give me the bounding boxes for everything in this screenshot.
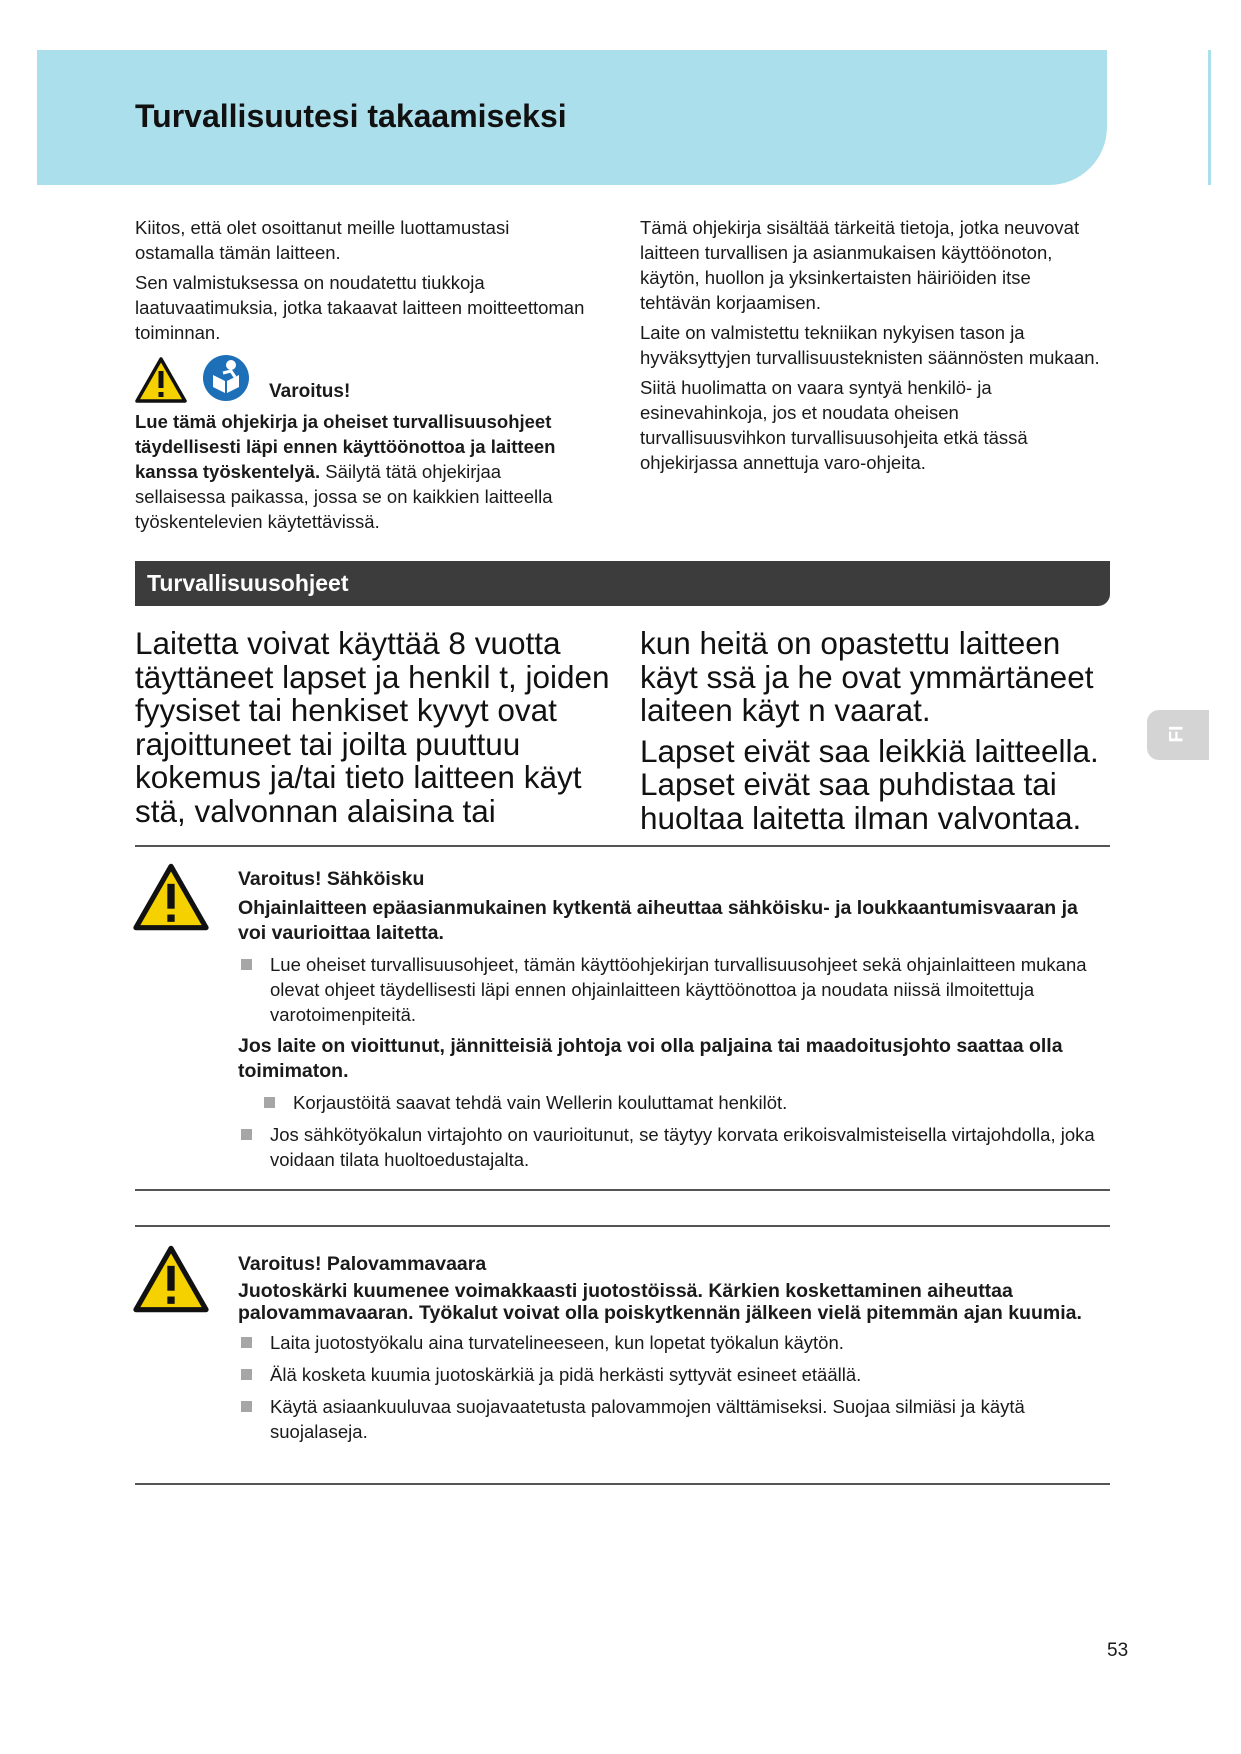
read-manual-icon — [201, 353, 251, 403]
warning-bold-text: Lue tämä ohjekirja ja oheiset turvallisuusohjeet täydellisesti läpi ennen käyttöönottoa ja laitteen kanssa työskentelyä. — [135, 411, 556, 482]
divider — [135, 1189, 1110, 1191]
square-bullet-icon — [241, 1129, 252, 1140]
bullet-list — [238, 1090, 1098, 1172]
square-bullet-icon — [241, 1401, 252, 1412]
warning-rest-text: Säilytä tätä ohjekirjaa sellaisessa paikassa, jossa se on kaikkien laitteella työskentelevien käytettävissä. — [135, 461, 553, 532]
burn-warning-bold: Juotoskärki kuumenee voimakkaasti juotostöissä. Kärkien koskettaminen aiheuttaa palovammavaaran. Työkalut voivat olla poiskytkennän jälkeen vielä pitemmän ajan kuumia. — [238, 1280, 1082, 1324]
large-text-left — [135, 627, 615, 828]
burn-warning-block — [238, 1253, 1098, 1451]
list-item: Korjaustöitä saavat tehdä vain Wellerin kouluttamat henkilöt. — [238, 1090, 1098, 1115]
square-bullet-icon — [241, 1337, 252, 1348]
shock-warning-block — [238, 868, 1098, 1179]
shock-warning-title: Varoitus! Sähköisku — [238, 868, 425, 890]
large-paragraph: Lapset eivät saa leikkiä laitteella. Lapset eivät saa puhdistaa tai huoltaa laitetta ilman valvontaa. — [640, 732, 1099, 836]
list-item: Lue oheiset turvallisuusohjeet, tämän käyttöohjekirjan turvallisuusohjeet sekä ohjainlaitteen mukana olevat ohjeet täydellisesti läpi ennen ohjainlaitteen käyttöönottoa ja noudata niissä ilmoitettuja varotoimenpiteitä. — [238, 952, 1098, 1027]
large-paragraph: kun heitä on opastettu laitteen käyt ssä ja he ovat ymmärtäneet laiteen käyt n vaarat. — [640, 625, 1094, 728]
shock-warning-bold: Jos laite on vioittunut, jännitteisiä johtoja voi olla paljaina tai maadoitusjohto saattaa olla toimimaton. — [238, 1035, 1063, 1082]
large-paragraph: Laitetta voivat käyttää 8 vuotta täyttäneet lapset ja henkil t, joiden fyysiset tai henkiset kyvyt ovat rajoittuneet tai joilta puuttuu kokemus ja/tai tieto laitteen käyt stä, valvonnan alaisina tai — [135, 625, 610, 829]
section-heading-bar: Turvallisuusohjeet — [135, 561, 1110, 606]
page-number: 53 — [1107, 1640, 1129, 1661]
language-tab-label: FI — [1166, 725, 1188, 743]
bullet-list — [238, 952, 1098, 1027]
intro-paragraph: Siitä huolimatta on vaara syntyä henkilö- ja esinevahinkoja, jos et noudata oheisen turvallisuusvihkon turvallisuusohjeita etkä tässä ohjekirjassa annettuja varo-ohjeita. — [640, 377, 1028, 473]
list-item: Älä kosketa kuumia juotoskärkiä ja pidä herkästi syttyvät esineet etäällä. — [238, 1362, 1098, 1387]
warning-triangle-icon — [135, 357, 187, 403]
burn-warning-title: Varoitus! Palovammavaara — [238, 1253, 487, 1275]
language-tab — [1147, 710, 1209, 760]
square-bullet-icon — [241, 1369, 252, 1380]
shock-warning-bold: Ohjainlaitteen epäasianmukainen kytkentä aiheuttaa sähköisku- ja loukkaantumisvaaran ja voi vaurioittaa laitetta. — [238, 897, 1078, 944]
bullet-list — [238, 1330, 1098, 1444]
warning-icons-row — [135, 353, 590, 403]
intro-paragraph: Kiitos, että olet osoittanut meille luottamustasi ostamalla tämän laitteen. — [135, 217, 510, 263]
warning-triangle-icon — [133, 1245, 209, 1313]
header-edge-line — [1208, 50, 1211, 185]
intro-left-column — [135, 215, 590, 539]
list-item: Jos sähkötyökalun virtajohto on vaurioitunut, se täytyy korvata erikoisvalmisteisella virtajohdolla, joka voidaan tilata huoltoedustajalta. — [238, 1122, 1098, 1172]
warning-label: Varoitus! — [269, 381, 351, 402]
list-item: Laita juotostyökalu aina turvatelineeseen, kun lopetat työkalun käytön. — [238, 1330, 1098, 1355]
warning-paragraph — [135, 409, 590, 534]
intro-paragraph: Laite on valmistettu tekniikan nykyisen tason ja hyväksyttyjen turvallisuusteknisten säännösten mukaan. — [640, 322, 1100, 368]
warning-triangle-icon — [133, 863, 209, 931]
square-bullet-icon — [241, 959, 252, 970]
divider — [135, 845, 1110, 847]
intro-paragraph: Tämä ohjekirja sisältää tärkeitä tietoja, jotka neuvovat laitteen turvallisen ja asianmukaisen käyttöönoton, käytön, huollon ja yksinkertaisten häiriöiden itse tehtävän korjaamisen. — [640, 217, 1080, 313]
square-bullet-icon — [264, 1097, 275, 1108]
intro-right-column — [640, 215, 1105, 480]
page-title: Turvallisuutesi takaamiseksi — [135, 98, 567, 134]
list-item: Käytä asiaankuuluvaa suojavaatetusta palovammojen välttämiseksi. Suojaa silmiäsi ja käytä suojalaseja. — [238, 1394, 1098, 1444]
divider — [135, 1225, 1110, 1227]
intro-paragraph: Sen valmistuksessa on noudatettu tiukkoja laatuvaatimuksia, jotka takaavat laitteen moitteettoman toiminnan. — [135, 272, 585, 343]
large-text-right — [640, 627, 1110, 835]
divider — [135, 1483, 1110, 1485]
